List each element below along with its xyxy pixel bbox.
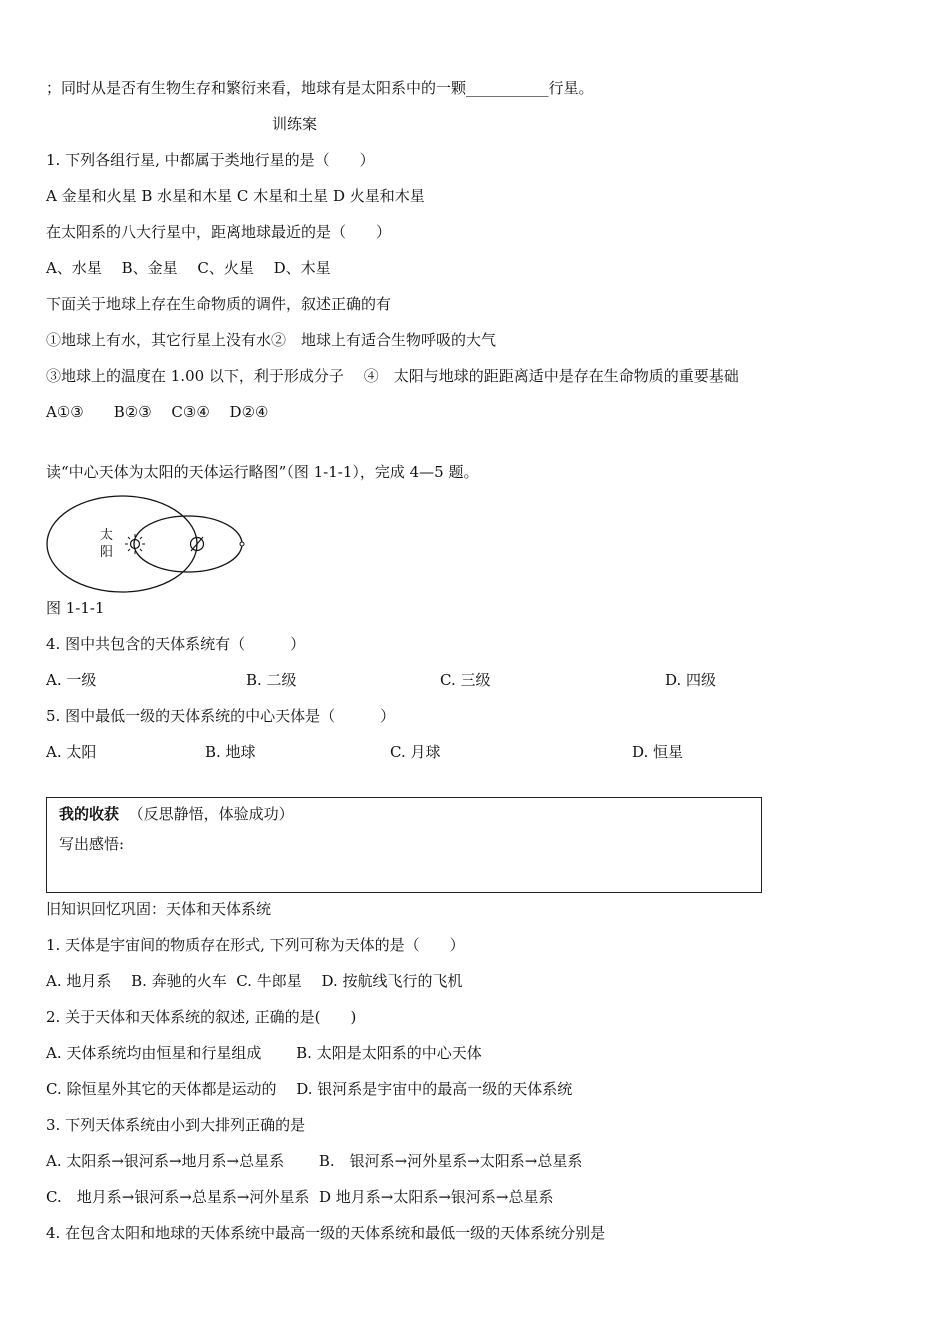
question-4-option-c: C. 三级 <box>440 671 491 689</box>
harvest-box <box>46 797 762 893</box>
question-5-option-a: A. 太阳 <box>46 743 97 761</box>
moon-icon <box>240 542 244 546</box>
moon-orbit <box>134 516 242 572</box>
harvest-prompt: 写出感悟: <box>59 835 125 853</box>
review-question-4: 4. 在包含太阳和地球的天体系统中最高一级的天体系统和最低一级的天体系统分别是 <box>46 1224 606 1242</box>
reading-instruction: 读“中心天体为太阳的天体运行略图”（图 1-1-1），完成 4—5 题。 <box>46 463 479 481</box>
question-3-statement-2: ③地球上的温度在 1.00 以下，利于形成分子 ④ 太阳与地球的距距离适中是存在生命物质的重要基础 <box>46 367 739 385</box>
review-question-3-options-ab: A. 太阳系→银河系→地月系→总星系 B. 银河系→河外星系→太阳系→总星系 <box>46 1152 583 1170</box>
question-5-option-b: B. 地球 <box>205 743 256 761</box>
sun-label-top: 太 <box>100 528 114 543</box>
review-question-2-options-ab: A. 天体系统均由恒星和行星组成 B. 太阳是太阳系的中心天体 <box>46 1044 482 1062</box>
section-title: 训练案 <box>272 115 318 133</box>
question-4-option-b: B. 二级 <box>246 671 297 689</box>
question-5-option-c: C. 月球 <box>390 743 441 761</box>
question-2-options: A、水星 B、金星 C、火星 D、木星 <box>46 259 331 277</box>
review-question-3-options-cd: C. 地月系→银河系→总星系→河外星系 D 地月系→太阳系→银河系→总星系 <box>46 1188 554 1206</box>
question-5-option-d: D. 恒星 <box>632 743 684 761</box>
question-3: 下面关于地球上存在生命物质的调件，叙述正确的有 <box>46 295 392 313</box>
harvest-title: 我的收获 <box>59 805 120 823</box>
sun-icon <box>125 534 145 554</box>
question-1-options: A 金星和火星 B 水星和木星 C 木星和土星 D 火星和木星 <box>46 187 425 205</box>
fill-blank-line: ；同时从是否有生物生存和繁衍来看，地球有是太阳系中的一颗___________行星。 <box>46 79 594 97</box>
orbit-diagram <box>40 492 260 598</box>
harvest-subtitle: （反思静悟，体验成功） <box>128 805 294 823</box>
question-4-option-a: A. 一级 <box>46 671 97 689</box>
earth-orbit <box>47 496 197 592</box>
review-question-1-options: A. 地月系 B. 奔驰的火车 C. 牛郎星 D. 按航线飞行的飞机 <box>46 972 463 990</box>
review-question-3: 3. 下列天体系统由小到大排列正确的是 <box>46 1116 306 1134</box>
question-3-statement-1: ①地球上有水，其它行星上没有水② 地球上有适合生物呼吸的大气 <box>46 331 497 349</box>
review-question-2-options-cd: C. 除恒星外其它的天体都是运动的 D. 银河系是宇宙中的最高一级的天体系统 <box>46 1080 573 1098</box>
question-3-options: A①③ B②③ C③④ D②④ <box>46 403 269 421</box>
review-question-2: 2. 关于天体和天体系统的叙述, 正确的是( ) <box>46 1008 357 1026</box>
sun-label-bottom: 阳 <box>100 545 114 560</box>
review-question-1: 1. 天体是宇宙间的物质存在形式, 下列可称为天体的是（ ） <box>46 936 465 954</box>
question-1: 1. 下列各组行星, 中都属于类地行星的是（ ） <box>46 151 375 169</box>
figure-caption: 图 1-1-1 <box>46 599 105 617</box>
question-2: 在太阳系的八大行星中，距离地球最近的是（ ） <box>46 223 392 241</box>
question-5: 5. 图中最低一级的天体系统的中心天体是（ ） <box>46 707 396 725</box>
question-4: 4. 图中共包含的天体系统有（ ） <box>46 635 306 653</box>
review-heading: 旧知识回忆巩固：天体和天体系统 <box>46 900 272 918</box>
question-4-option-d: D. 四级 <box>665 671 717 689</box>
